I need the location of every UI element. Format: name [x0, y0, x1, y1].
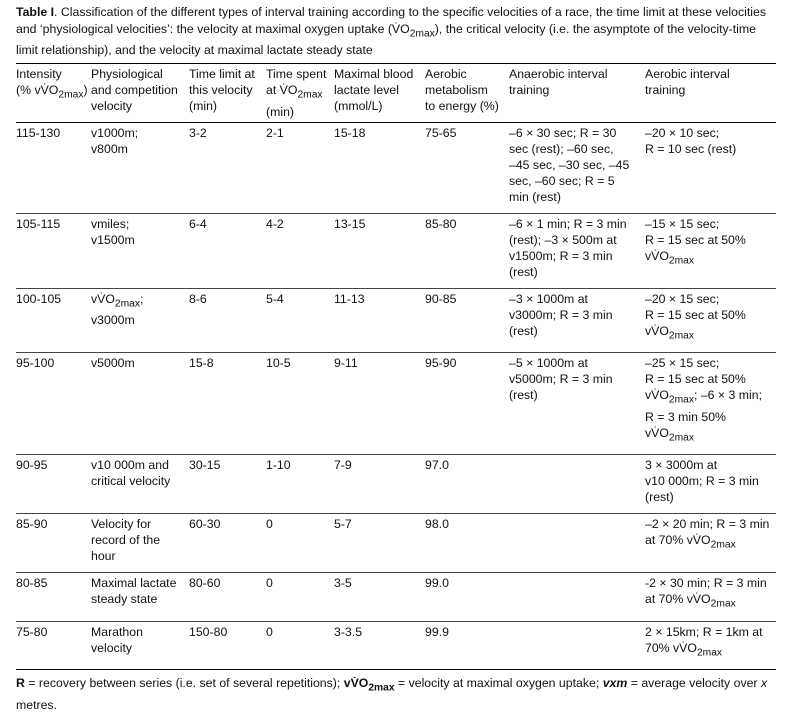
- time-vo2-cell: 0: [266, 624, 273, 639]
- aerobic-training-cell: 2 × 15km; R = 1km at 70% $vV̇O_{2max}$: [645, 624, 763, 659]
- column-header: Physiological and competition velocity: [91, 67, 178, 114]
- aerobic-training-cell: -2 × 30 min; R = 3 min at 70% $vV̇O_{2max}$: [645, 576, 767, 610]
- time-limit-cell: 6-4: [189, 216, 207, 231]
- table-caption: Table I. Classification of the different types of interval training according to the specific velocities of a race, the time limit at these velocities and ‘physiological velocities’: the velocity at maximal oxygen uptake $(V̇O_{2max})$, the critical velocity (i.e. the asymptote of the velocity-time limit relationship), and the velocity at maximal lactate steady state: [16, 5, 767, 58]
- time-vo2-cell: 10-5: [266, 356, 291, 371]
- aerobic-percent-cell: 90-85: [425, 291, 457, 306]
- column-header: Aerobic interval training: [645, 67, 730, 98]
- anaerobic-training-cell: –6 × 1 min; R = 3 min (rest); –3 × 500m at v1500m; R = 3 min (rest): [509, 216, 627, 279]
- intensity-cell: 85-90: [16, 517, 48, 532]
- intensity-cell: 115-130: [16, 125, 61, 140]
- table-row: [16, 353, 776, 455]
- anaerobic-training-cell: –6 × 30 sec; R = 30 sec (rest); –60 sec, –45 sec, –30 sec, –45 sec, –60 sec; R = 5 min (rest): [509, 125, 630, 204]
- column-header: Maximal blood lactate level (mmol/L): [334, 67, 414, 114]
- table-row: [16, 122, 776, 213]
- velocity-cell: v1000m; v800m: [91, 125, 139, 156]
- time-vo2-cell: 0: [266, 576, 273, 591]
- lactate-cell: 13-15: [334, 216, 366, 231]
- velocity-cell: v5000m: [91, 356, 135, 371]
- velocity-cell: vmiles; v1500m: [91, 216, 135, 247]
- intensity-cell: 100-105: [16, 291, 62, 306]
- lactate-cell: 7-9: [334, 458, 352, 473]
- header-row: [16, 64, 776, 122]
- document: [16, 4, 776, 713]
- anaerobic-training-cell: [509, 455, 645, 514]
- table-row: [16, 455, 776, 514]
- interval-training-table: [16, 63, 776, 670]
- intensity-cell: 105-115: [16, 216, 61, 231]
- column-header: Anaerobic interval training: [509, 67, 608, 98]
- table-row: [16, 213, 776, 288]
- velocity-cell: Maximal lactate steady state: [91, 576, 177, 607]
- intensity-cell: 80-85: [16, 576, 48, 591]
- column-header: Time limit at this velocity (min): [189, 67, 255, 114]
- lactate-cell: 5-7: [334, 517, 352, 532]
- time-limit-cell: 30-15: [189, 458, 221, 473]
- lactate-cell: 3-5: [334, 576, 352, 591]
- velocity-cell: Velocity for record of the hour: [91, 517, 161, 564]
- intensity-cell: 95-100: [16, 356, 55, 371]
- column-header: Time spent at $V̇O_{2max}$ (min): [266, 67, 327, 119]
- time-limit-cell: 15-8: [189, 356, 214, 371]
- aerobic-percent-cell: 85-80: [425, 216, 457, 231]
- aerobic-training-cell: –15 × 15 sec; R = 15 sec at 50% $vV̇O_{2max}$: [645, 216, 746, 267]
- aerobic-percent-cell: 99.9: [425, 624, 449, 639]
- table-row: [16, 621, 776, 669]
- velocity-cell: v10 000m and critical velocity: [91, 458, 171, 489]
- time-limit-cell: 60-30: [189, 517, 221, 532]
- lactate-cell: 3-3.5: [334, 624, 363, 639]
- time-vo2-cell: 2-1: [266, 125, 284, 140]
- intensity-cell: 90-95: [16, 458, 48, 473]
- aerobic-training-cell: –2 × 20 min; R = 3 min at 70% $vV̇O_{2max}$: [645, 517, 770, 551]
- aerobic-percent-cell: 97.0: [425, 458, 449, 473]
- caption-label: Table I: [16, 5, 55, 19]
- lactate-cell: 15-18: [334, 125, 366, 140]
- time-vo2-cell: 4-2: [266, 216, 284, 231]
- time-limit-cell: 80-60: [189, 576, 221, 591]
- anaerobic-training-cell: –3 × 1000m at v3000m; R = 3 min (rest): [509, 291, 613, 338]
- intensity-cell: 75-80: [16, 624, 48, 639]
- table-body: [16, 122, 776, 669]
- time-vo2-cell: 0: [266, 517, 273, 532]
- time-limit-cell: 3-2: [189, 125, 207, 140]
- table-row: [16, 514, 776, 573]
- table-row: [16, 573, 776, 621]
- aerobic-percent-cell: 75-65: [425, 125, 457, 140]
- anaerobic-training-cell: [509, 514, 645, 573]
- time-limit-cell: 150-80: [189, 624, 228, 639]
- velocity-cell: Marathon velocity: [91, 624, 143, 655]
- velocity-cell: $vV̇O_{2max}$; v3000m: [91, 291, 144, 328]
- column-header: Intensity (% $vV̇O_{2max}$): [16, 67, 88, 101]
- time-limit-cell: 8-6: [189, 291, 207, 306]
- lactate-cell: 9-11: [334, 356, 358, 371]
- lactate-cell: 11-13: [334, 291, 365, 306]
- anaerobic-training-cell: [509, 621, 645, 669]
- aerobic-training-cell: –20 × 15 sec; R = 15 sec at 50% $vV̇O_{2max}$: [645, 291, 746, 342]
- time-vo2-cell: 1-10: [266, 458, 291, 473]
- aerobic-percent-cell: 98.0: [425, 517, 449, 532]
- column-header: Aerobic metabolism to energy (%): [425, 67, 499, 114]
- aerobic-training-cell: –25 × 15 sec; R = 15 sec at 50% $vV̇O_{2max}$; –6 × 3 min; R = 3 min 50% $vV̇O_{2max}$: [645, 356, 763, 444]
- table-footnote: R = recovery between series (i.e. set of several repetitions); $vV̇O_{2max}$ = velocity at maximal oxygen uptake; vxm = average velocity over x metres.: [16, 676, 768, 712]
- table-row: [16, 288, 776, 352]
- anaerobic-training-cell: [509, 573, 645, 621]
- aerobic-percent-cell: 99.0: [425, 576, 449, 591]
- anaerobic-training-cell: –5 × 1000m at v5000m; R = 3 min (rest): [509, 356, 613, 403]
- aerobic-percent-cell: 95-90: [425, 356, 457, 371]
- aerobic-training-cell: –20 × 10 sec; R = 10 sec (rest): [645, 125, 737, 156]
- aerobic-training-cell: 3 × 3000m at v10 000m; R = 3 min (rest): [645, 458, 759, 505]
- time-vo2-cell: 5-4: [266, 291, 284, 306]
